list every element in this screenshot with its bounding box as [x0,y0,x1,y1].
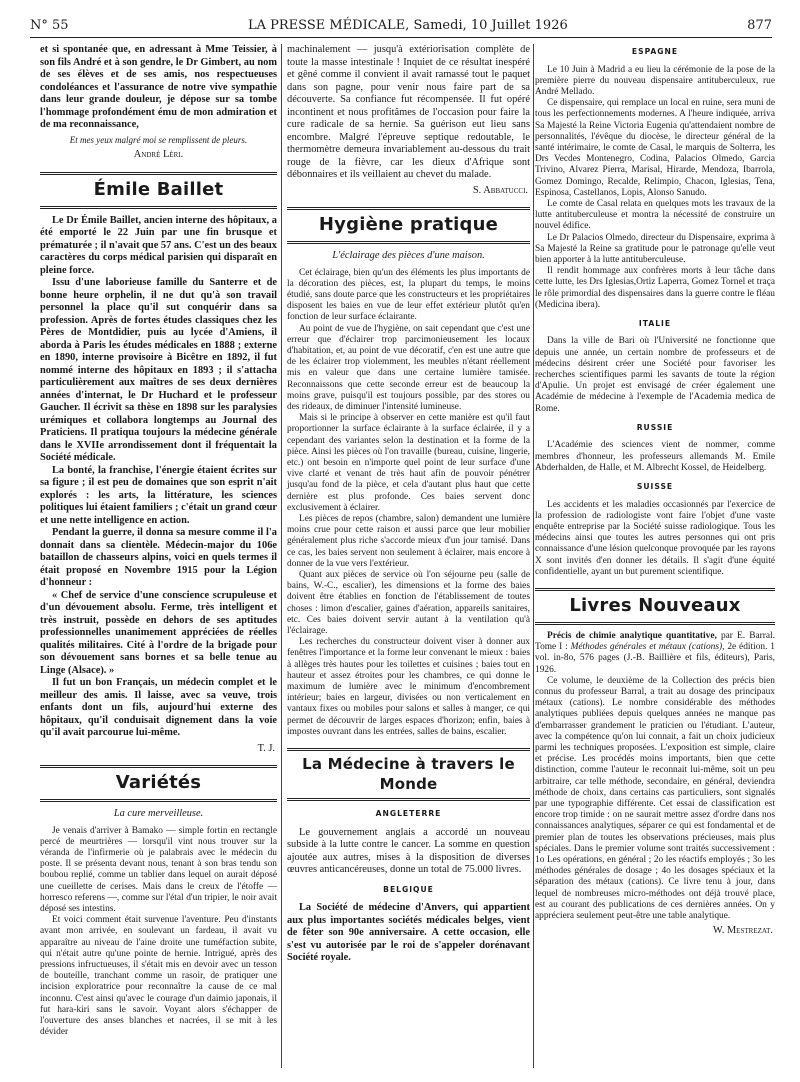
running-head [30,18,772,36]
section-heading-varietes: Variétés [40,765,277,802]
column-2 [287,44,530,965]
country-heading: ESPAGNE [631,47,679,56]
book-subtitle: Méthodes générales et métaux (cations), [570,642,725,653]
country-heading: ANGLETERRE [375,809,442,819]
book-review [535,631,775,922]
belgique-news [287,902,530,965]
russie-news [535,440,775,474]
country-heading: RUSSIE [636,422,674,432]
paragraph: machinalement — jusqu'à extériorisation complète de toute la masse intestinale ! Inquiet de ce résultat inespéré et gêné comme il convient il avait ramassé tout le paquet dans son pagne, pour venir nous faire part de sa découverte. Sa confiance fut récompensée. Il fut opéré incontinent et nous profitâmes de l'occasion pour faire la cure radicale de sa hernie. Sa guérison eut lieu sans encombre. Malgré l'épreuve septique redoutable, le thermomètre demeura invariablement au-dessous du trait rouge de la fièvre, car les dieux d'Afrique sont débonnaires et ils veillaient au chevet du malade. [287,44,530,180]
section-heading-monde: La Médecine à travers le Monde [287,748,530,801]
country-heading: ITALIE [638,318,672,328]
book-title: Précis de chimie analytique quantitative, [547,630,717,641]
varietes-body [40,826,277,1039]
column-rule [533,44,534,1068]
section-heading-hygiene: Hygiène pratique [287,207,530,244]
paragraph: Quant aux pièces de service où l'on séjourne peu (salle de bains, W.-C., escalier), les dimensions et la forme des baies doivent être établies en fonction de l'établissement de toutes choses : limon d'escalier, gaines d'aération, appareils sanitaires, etc. Ces baies doivent servir autant à la ventilation qu'à l'éclairage. [287,569,530,636]
column-3 [535,44,775,942]
paragraph: Ce volume, le deuxième de la Collection des précis bien connus du professeur Barral, a trait au dosage des principaux métaux (cations). Le nombre considérable des méthodes analytiques publiées depuis quelques années ne manque pas d'embarrasser grandement le praticien ou l'étudiant. L'auteur, avec la compétence qu'on lui connait, a fait un choix judicieux parmi les techniques proposées. L'exposition est simple, claire et précise. Les procédés moins importants, bien que cette distinction, comme l'auteur le reconnait lui-même, soit un peu arbitraire, car telle méthode, secondaire, en général, deviendra méthode de choix, dans certains cas particuliers, sont signalés par une typographie différente. Cet essai de classification est encore trop timide : on ne saurait mettre assez d'ordre dans nos connaissances analytiques, séparer ce qui est fondamental et de premier plan de toutes les observations précieuses, mais plus spéciales. Dans le premier volume sont traités successivement : 1o Les opérations, en général ; 2o les réactifs employés ; 3o les méthodes générales de dosage ; 4o les dosages spéciaux et la séparation des métaux (cations). Ce livre tenu à jour, dans lequel de nombreuses micro-méthodes ont déjà trouvé place, est au courant des publications de ces dernières années. On y appréciera seulement peut-être une table analytique. [535,675,775,921]
paragraph: Et voici comment était survenue l'aventure. Peu d'instants avant mon arrivée, en soulevant un fardeau, il avait vu apparaître au niveau de l'aine droite une tuméfaction subite, qui n'était autre qu'une pointe de hernie. Intrigué, après des pressions infructueuses, il s'était mis en devoir avec un tesson de bouteille, tranchant comme un rasoir, de pratiquer une incision exploratrice pour reconnaître la cause de ce mal inconnu. C'est ainsi qu'avec le courage d'un daimio japonais, il fut hara-kiri sans le savoir. Voyant alors s'échapper de l'ouverture des anses blanches et nacrées, il se mit à les dévider [40,915,277,1038]
signature: T. J. [257,742,275,754]
paragraph: Dans la ville de Bari où l'Université ne fonctionne que depuis une année, un certain nombre de professeurs et de médecins désirent créer une Société pour favoriser les recherches scientifiques parmi les savants de toute la région d'Apulie. Un projet est envisagé de créer également une Académie de médecine à l'exemple de l'Academia medica de Rome. [535,336,775,414]
signature: André Léri. [133,149,184,160]
paragraph: Issu d'une laborieuse famille du Santerre et de bonne heure orphelin, il ne dut qu'à son travail personnel la place qu'il sut conquérir dans sa profession. Après de fortes études classiques chez les Pères de Montdidier, puis au lycée d'Amiens, il aborda à Paris les études médicales en 1888 ; externe en 1890, interne provisoire à Bicêtre en 1892, il fut nommé interne des hôpitaux en 1893 ; il s'attacha particulièrement aux maîtres de ses deux dernières années d'internat, le Dr Huchard et le professeur Gaucher. Il écrivit sa thèse en 1898 sur les paralysies urémiques et collabora longtemps au Journal des Praticiens. Il pratiqua toujours la médecine générale dans le XVIIe arrondissement dont il fréquentait la Société médicale. [40,277,277,463]
paragraph: Mais si le principe à observer en cette manière est qu'il faut proportionner la surface éclairante à la surface éclairée, il y a cependant des variantes selon la destination et la forme de la pièce. Ainsi les pièces où l'on travaille (bureau, cuisine, lingerie, etc.) ont besoin en n'importe quel point de leur surface d'une vive clarté et venant de très haut afin de pouvoir pénétrer jusqu'au fond de la pièce, et cela d'autant plus haut que cette dernière est plus profonde. Ces baies servent donc exclusivement à éclairer. [287,413,530,513]
book-reference [535,631,775,676]
signature: S. Abbatucci. [472,184,528,196]
paragraph: La Société de médecine d'Anvers, qui appartient aux plus importantes sociétés médicales belges, vient de fêter son 90e anniversaire. A cette occasion, elle s'est vu autorisée par le roi de s'appeler dorénavant Société royale. [287,902,530,964]
paragraph: La bonté, la franchise, l'énergie étaient écrites sur sa figure ; il est peu de domaines que son esprit n'ait explorés : les arts, la littérature, les sciences politiques lui étaient familiers ; c'était un grand cœur et une nette intelligence en action. [40,464,277,526]
paragraph: Il fut un bon Français, un médecin complet et le meilleur des amis. Il laisse, avec sa veuve, trois enfants dont un fils, aujourd'hui externe des hôpitaux, qu'il conduisait dignement dans la voie qu'il avait parcourue lui-même. [40,677,277,738]
paragraph: et si spontanée que, en adressant à Mme Teissier, à son fils André et à son gendre, le Dr Gimbert, au nom de ses élèves et de ses amis, nos respectueuses condoléances et l'assurance de notre vive sympathie dans leur grande douleur, je dépose sur sa tombe l'hommage profondément ému de mon admiration et de ma reconnaissance, [40,44,277,130]
paragraph: Le Dr Palacios Olmedo, directeur du Dispensaire, exprima à Sa Majesté la Reine sa gratitude pour le patronage qu'elle veut bien apporter à la lutte antituberculeuse. [535,232,775,265]
obituary-body [40,215,277,740]
article-subtitle: La cure merveilleuse. [113,808,204,819]
country-heading: SUISSE [636,482,674,491]
paragraph: Le Dr Émile Baillet, ancien interne des hôpitaux, a été emporté le 22 Juin par une fin brusque et prématurée ; il n'avait que 57 ans. C'est un des beaux caractères du corps médical parisien qui disparaît en pleine force. [40,214,277,276]
issue-number: N° 55 [30,18,69,33]
signature: W. Mestrezat. [712,925,773,937]
angleterre-news [287,827,530,877]
paragraph: Les accidents et les maladies occasionnés par l'exercice de la profession de radiologiste vont faire l'objet d'une vaste enquête entreprise par la Société suisse radiologique. Tous les médecins ainsi que toutes les autres personnes qui ont pris connaissance d'une lésion quelconque provoquée par les rayons X sont invités d'en donner les détails. Il s'agit d'une équité confidentielle, ayant un but purement scientifique. [535,499,775,577]
page-number: 877 [747,18,772,33]
book-publication: 2e édition. 1 vol. in-8o, 576 pages (J.-B. Baillière et fils, éditeurs), Paris, 1926. [535,642,775,675]
paragraph: « Chef de service d'une conscience scrupuleuse et d'un dévouement absolu. Ferme, très intelligent et très instruit, possède en dehors de ses aptitudes professionnelles unanimement appréciées de réelles qualités militaires. Cité à l'ordre de la brigade pour son dévouement sans bornes et sa belle tenue au Linge (Alsace). » [40,589,277,676]
paragraph: Pendant la guerre, il donna sa mesure comme il l'a donnait dans sa clientèle. Médecin-major du 106e bataillon de chasseurs alpins, voici en quels termes il était proposé en Novembre 1915 pour la Légion d'honneur : [40,527,277,588]
paragraph: Le comte de Casal relata en quelques mots les travaux de la lutte antituberculeuse et montra la nécessité de construire un nouvel édifice. [535,198,775,232]
column-1 [40,44,277,1038]
paragraph: Il rendit hommage aux confrères morts à leur tâche dans cette lutte, les Drs Iglesias,Ortiz Laperra, Gomez Tornel et traça le rôle primordial des dispensaires dans la guerre contre le fléau (Medicina ibera). [535,266,775,310]
book-author: par E. Barral. Tome I : [535,630,776,653]
varietes-body-continued [287,44,530,182]
paragraph: Les recherches du constructeur doivent viser à donner aux fenêtres l'importance et la forme leur convenant le mieux : baies à allèges très hautes pour les toilettes et cuisines ; baies tout en hauteur et assez étroites pour les chambres, ce qui donne le maximum de lumière avec le minimum d'encombrement intérieur; baies en largeur, divisées ou non verticalement en vantaux fixes ou mobiles pour salons et salles à manger, ce qui permet de découvrir de larges espaces d'horizon; enfin, baies à impostes ouvrant dans les entrées, salles de bains, escalier. [287,637,530,737]
suisse-news [535,500,775,578]
country-heading: BELGIQUE [383,884,434,894]
hygiene-body [287,268,530,739]
paragraph: Le 10 Juin à Madrid a eu lieu la cérémonie de la pose de la première pierre du nouveau dispensaire antituberculeux, rue André Mellado. [535,64,775,97]
obituary-heading: Émile Baillet [40,172,277,209]
header-rule [30,37,772,38]
leri-article-end [40,44,277,132]
paragraph: Je venais d'arriver à Bamako — simple fortin en rectangle percé de meurtrières — lorsqu'il vint nous trouver sur la véranda de l'infirmerie où je palabrais avec le médecin du poste. Il se présenta devant nous, tenant à son bras tendu son boubou replié, comme un tablier dans lequel on aurait déposé une cueillette de cerises. Mais dans le creux de l'étoffe — horresco referens —, comme sur l'étal d'un tripier, le noir avait déposé ses intestins. [40,825,277,914]
quote-line: Et mes yeux malgré moi se remplissent de pleurs. [69,134,248,145]
paragraph: Ce dispensaire, qui remplace un local en ruine, sera muni de tous les perfectionnements modernes. A l'heure indiquée, arriva Sa Majesté la Reine Victoria Eugenia qu'attendaient nombre de personnalités, l'évêque du diocèse, le directeur général de la santé intérimaire, le comte de Casal, le marquis de Solterra, les Drs Vecdes Montenegro, Codina, Palacios Olmedo, Garcia Trivino, Alvarez Pierra, Marisal, Hirarde, Mendoza, Ibarrola, Gomez Domingo, Recalde, Relimpio, Chacon, Iglesias, Tena, Espinosa, Castellanos, Lopis, Alonso Sanudo. [535,98,775,198]
column-rule [281,44,282,1068]
paragraph: Au point de vue de l'hygiène, on sait cependant que c'est une erreur que d'éclairer trop parcimonieusement les locaux d'habitation, et, au point de vue décoratif, c'en est une autre que de les éclairer trop violemment, les meubles n'étant réellement mis en valeur que dans une certaine lumière tamisée. Reconnaissons que cette seconde erreur est de beaucoup la moins grave, puisqu'il est toujours possible, par des stores ou des rideaux, de diminuer l'intensité lumineuse. [287,323,530,412]
article-subtitle: L'éclairage des pièces d'une maison. [332,250,485,261]
journal-title: LA PRESSE MÉDICALE, Samedi, 10 Juillet 1926 [247,18,568,33]
paragraph: Le gouvernement anglais a accordé un nouveau subside à la lutte contre le cancer. La somme en question ajoutée aux autres, mises à la disposition de diverses œuvres anticancéreuses, donne un total de 75.000 livres. [287,826,530,876]
paragraph: Les pièces de repos (chambre, salon) demandent une lumière moins crue pour cette raison et aussi parce que leur mobilier généralement plus riche s'accorde mieux d'un jour tamisé. Dans ce cas, les baies servent non seulement à éclairer, mais encore à donner de la vue vers l'extérieur. [287,513,530,569]
espagne-news [535,65,775,311]
paragraph: L'Académie des sciences vient de nommer, comme membres d'honneur, les professeurs allemands M. Emile Abderhalden, de Halle, et M. Albrecht Kossel, de Heidelberg. [535,440,775,473]
section-heading-livres: Livres Nouveaux [535,588,775,625]
italie-news [535,336,775,414]
paragraph: Cet éclairage, bien qu'un des éléments les plus importants de la décoration des pièces, est, la plupart du temps, le moins étudié, sans doute parce que les constructeurs et les propriétaires disposent les baies en vue de leur effet extérieur plutôt qu'en fonction de leur surface éclairante. [287,267,530,323]
